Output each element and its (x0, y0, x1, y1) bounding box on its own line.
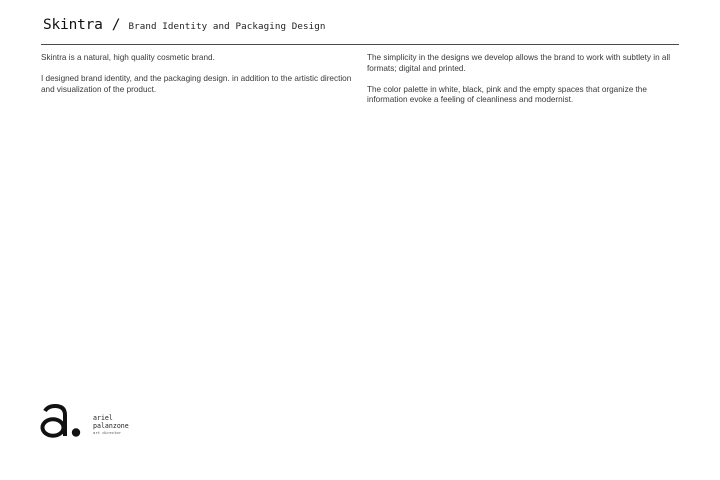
page-header (43, 17, 679, 45)
signature-text (93, 415, 129, 436)
signature-first-name: ariel (93, 414, 113, 422)
title-separator: / (111, 17, 121, 33)
project-subtitle: Brand Identity and Packaging Design (128, 21, 326, 32)
signature-last-name: palanzone (93, 421, 129, 430)
description-paragraph: I designed brand identity, and the packaging design. in addition to the artistic direction and visualization of the product. (41, 74, 352, 94)
description-paragraph: The color palette in white, black, pink and the empty spaces that organize the information evoke a feeling of cleanliness and modernist. (367, 84, 647, 105)
description-paragraph: The simplicity in the designs we develop allows the brand to work with subtlety in all formats; digital and printed. (367, 53, 671, 73)
description-left-column (41, 53, 353, 106)
signature-logo (40, 403, 129, 439)
description-right-column (367, 53, 679, 117)
header-divider (41, 44, 679, 45)
description-paragraph: Skintra is a natural, high quality cosmetic brand. (41, 53, 215, 62)
project-title: Skintra (43, 17, 103, 33)
logo-mark (40, 403, 88, 439)
signature-role: art director (93, 430, 122, 436)
